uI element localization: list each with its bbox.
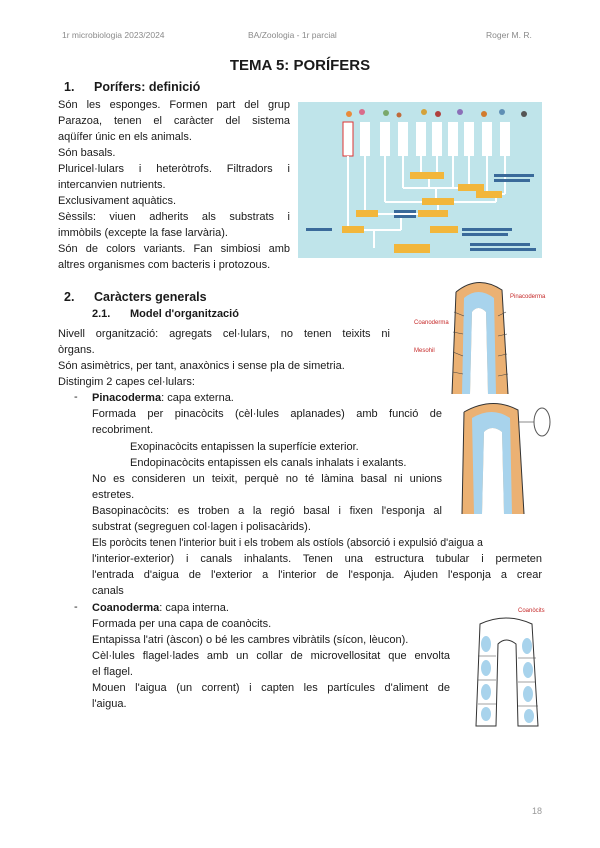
- pinacoderm-term: Pinacoderma: [92, 392, 162, 404]
- s1-line: Sèssils: viuen adherits als substrats i: [58, 211, 290, 223]
- upper-sponge-tube: [452, 282, 508, 394]
- page-number: 18: [532, 806, 543, 816]
- label-mesohil: Mesohil: [414, 348, 435, 354]
- lower-sponge-tube: [462, 403, 550, 514]
- pinacoderm-line: No es consideren un teixit, perquè no té làmina basal ni unions: [92, 473, 442, 485]
- s1-line: Pluricel·lulars i heteròtrofs. Filtradors i: [58, 163, 290, 175]
- coanoderm-line: l'aigua.: [92, 698, 127, 710]
- section-1-heading: [64, 80, 200, 94]
- section-1-title: Porífers: definició: [94, 80, 201, 94]
- pinacoderm-line: Formada per pinacòcits (cèl·lules aplanades) amb funció de: [92, 408, 442, 420]
- subsection-2-1-title: Model d'organització: [130, 308, 239, 320]
- label-coanocits: Coanòcits: [518, 608, 545, 614]
- pinacoderm-desc: : capa externa.: [161, 392, 234, 404]
- subsection-2-1-number: 2.1.: [92, 308, 111, 320]
- coanoderm-line: Entapissa l'atri (àscon) o bé les cambres vibràtils (sícon, lèucon).: [92, 634, 409, 646]
- coanoderm-svg: [462, 604, 562, 730]
- phylogeny-figure: [298, 102, 542, 258]
- label-pinacoderm: Pinacoderma: [510, 294, 546, 300]
- pinacoderm-heading: [92, 390, 234, 406]
- pinacoderm-indented-line: Exopinacòcits entapissen la superfície exterior.: [130, 441, 359, 453]
- phylogeny-tree-svg: [298, 102, 542, 258]
- pinacoderm-line: l'entrada d'aigua de l'exterior a l'interior de l'esponja. Ajuden l'esponja a crear: [92, 569, 542, 581]
- coanoderm-desc: : capa interna.: [159, 602, 229, 614]
- coanoderm-line: Formada per una capa de coanòcits.: [92, 618, 272, 630]
- pinacoderm-line: Els poròcits tenen l'interior buit i els trobem als ostíols (absorció i expulsió d'aigua a: [92, 537, 483, 549]
- pinacoderm-line: canals: [92, 585, 124, 597]
- coanoderm-line: Cèl·lules flagel·lades amb un collar de microvellositat que envolta: [92, 650, 450, 662]
- pinacoderm-line: l'interior-exterior) i canals inhalants. Tenen una estructura tubular i permeten: [92, 553, 542, 565]
- coanoderm-line: el flagel.: [92, 666, 133, 678]
- pinacoderm-indented-line: Endopinacòcits entapissen els canals inhalats i exalants.: [130, 457, 407, 469]
- s1-line: Són basals.: [58, 147, 116, 159]
- s1-line: immòbils (excepte la fase larvària).: [58, 227, 228, 239]
- s1-line: aqüífer únic en els animals.: [58, 131, 192, 143]
- header-author: Roger M. R.: [486, 30, 532, 40]
- coanoderm-term: Coanoderma: [92, 602, 160, 614]
- subsection-2-1-heading: [92, 308, 239, 320]
- s1-line: Són de colors variants. Fan simbiosi amb: [58, 243, 290, 255]
- s1-line: altres organismes com bacteris i protozous.: [58, 259, 271, 271]
- pinacoderm-line: substrat (segreguen col·lagen i polisacàrids).: [92, 521, 311, 533]
- s1-line: Parazoa, tenen el caràcter del sistema: [58, 115, 290, 127]
- sponge-wall-svg: [412, 272, 562, 522]
- coanoderm-heading: [92, 600, 229, 616]
- sponge-wall-figure: [412, 272, 562, 522]
- s2-intro-line: Distingim 2 capes cel·lulars:: [58, 376, 195, 388]
- section-2-title: Caràcters generals: [94, 290, 207, 304]
- section-2-heading: [64, 290, 207, 304]
- s1-line: Són les esponges. Formen part del grup: [58, 99, 290, 111]
- coanoderm-figure: [462, 604, 562, 730]
- pinacoderm-line: Basopinacòcits: es troben a la regió basal i fixen l'esponja al: [92, 505, 442, 517]
- pinacoderm-line: estretes.: [92, 489, 135, 501]
- section-2-number: 2.: [64, 290, 75, 304]
- pinacoderm-line: recobriment.: [92, 424, 154, 436]
- section-1-number: 1.: [64, 80, 75, 94]
- page-title: TEMA 5: PORÍFERS: [229, 57, 371, 74]
- s2-intro-line: òrgans.: [58, 344, 95, 356]
- s1-line: intercanvien nutrients.: [58, 179, 166, 191]
- label-coanoderm: Coanoderma: [414, 320, 449, 326]
- s1-line: Exclusivament aquàtics.: [58, 195, 176, 207]
- s2-intro-line: Són asimètrics, per tant, anaxònics i sense pla de simetria.: [58, 360, 345, 372]
- coanoderm-line: Mouen l'aigua (un corrent) i capten les partícules d'aliment de: [92, 682, 450, 694]
- header-course: 1r microbiologia 2023/2024: [62, 30, 165, 40]
- bullet-dash: -: [74, 391, 78, 403]
- s2-intro-line: Nivell organització: agregats cel·lulars, no tenen teixits ni: [58, 328, 390, 340]
- bullet-dash: -: [74, 601, 78, 613]
- header-subject: BA/Zoologia - 1r parcial: [248, 30, 337, 40]
